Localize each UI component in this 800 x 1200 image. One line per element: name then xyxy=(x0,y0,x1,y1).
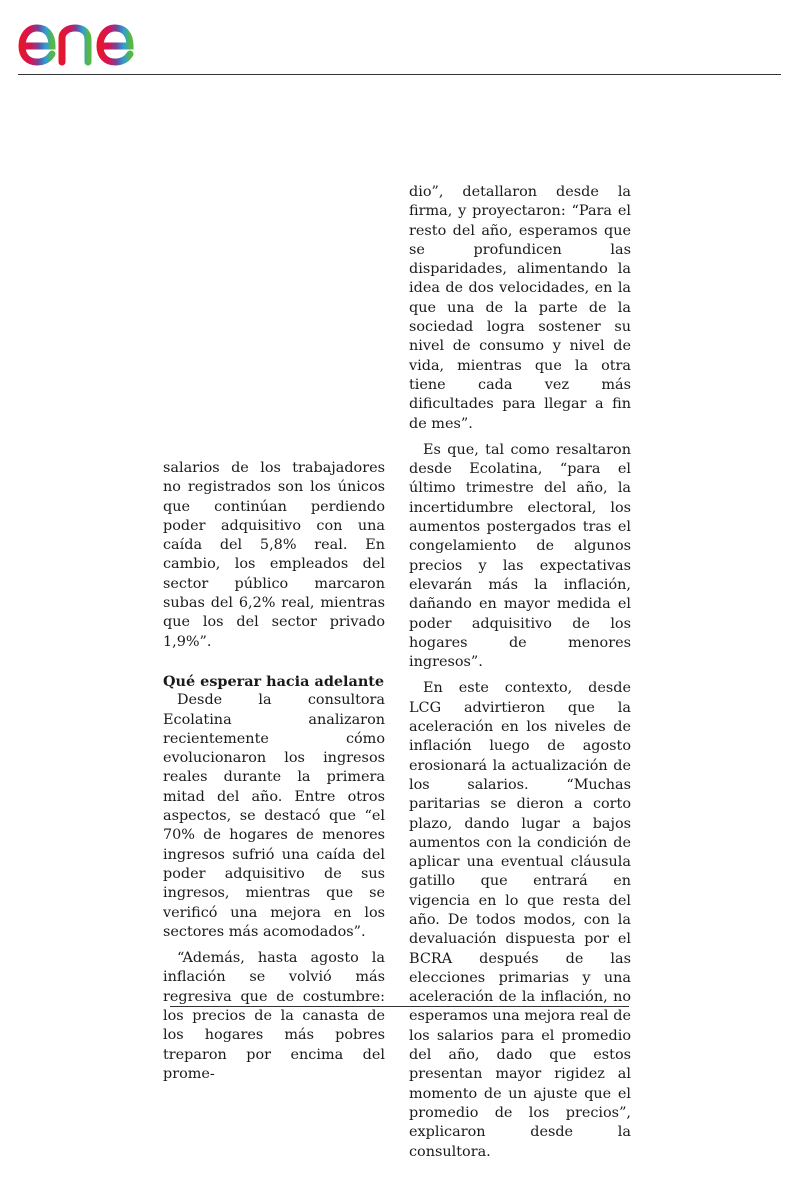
footer-divider xyxy=(170,1006,629,1007)
paragraph: Es que, tal como resaltaron desde Ecolatina, “para el último trimestre del año, la incertidumbre electoral, los aumentos postergados tras el congelamiento de algunos precios y las expectativas elevarán más la inflación, dañando en mayor medida el poder adquisitivo de los hogares de menores ingresos”. xyxy=(409,441,631,671)
subheading: Qué esperar hacia adelante xyxy=(163,672,385,690)
enel-logo xyxy=(16,2,186,68)
paragraph: “Además, hasta agosto la inflación se volvió más regresiva que de costumbre: los precios de la canasta de los hogares más pobres treparon por encima del prome- xyxy=(163,950,385,1082)
paragraph: dio”, detallaron desde la firma, y proyectaron: “Para el resto del año, esperamos que se profundicen las disparidades, alimentando la idea de dos velocidades, en la que una de la parte de la sociedad logra sostener su nivel de consumo y nivel de vida, mientras que la otra tiene cada vez más dificultades para llegar a fin de mes”. xyxy=(409,184,631,432)
paragraph: En este contexto, desde LCG advirtieron que la aceleración en los niveles de inflación luego de agosto erosionará la actualización de los salarios. “Muchas paritarias se dieron a corto plazo, dando lugar a bajos aumentos con la condición de aplicar una eventual cláusula gatillo que entrará en vigencia en lo que resta del año. De todos modos, con la devaluación dispuesta por el BCRA después de las elecciones primarias y una aceleración de la inflación, no esperamos una mejora real de los salarios para el promedio del año, dado que estos presentan mayor rigidez al momento de un ajuste que el promedio de los precios”, explicaron desde la consultora. xyxy=(409,680,631,1160)
article-column-right xyxy=(409,183,631,1162)
paragraph: Desde la consultora Ecolatina analizaron recientemente cómo evolucionaron los ingresos reales durante la primera mitad del año. Entre otros aspectos, se destacó que “el 70% de hogares de menores ingresos sufrió una caída del poder adquisitivo de sus ingresos, mientras que se verificó una mejora en los sectores más acomodados”. xyxy=(163,692,385,940)
article-column-left xyxy=(163,459,385,1084)
header-divider xyxy=(18,74,781,75)
paragraph: salarios de los trabajadores no registrados son los únicos que continúan perdiendo poder adquisitivo con una caída del 5,8% real. En cambio, los empleados del sector público marcaron subas del 6,2% real, mientras que los del sector privado 1,9%”. xyxy=(163,460,385,650)
